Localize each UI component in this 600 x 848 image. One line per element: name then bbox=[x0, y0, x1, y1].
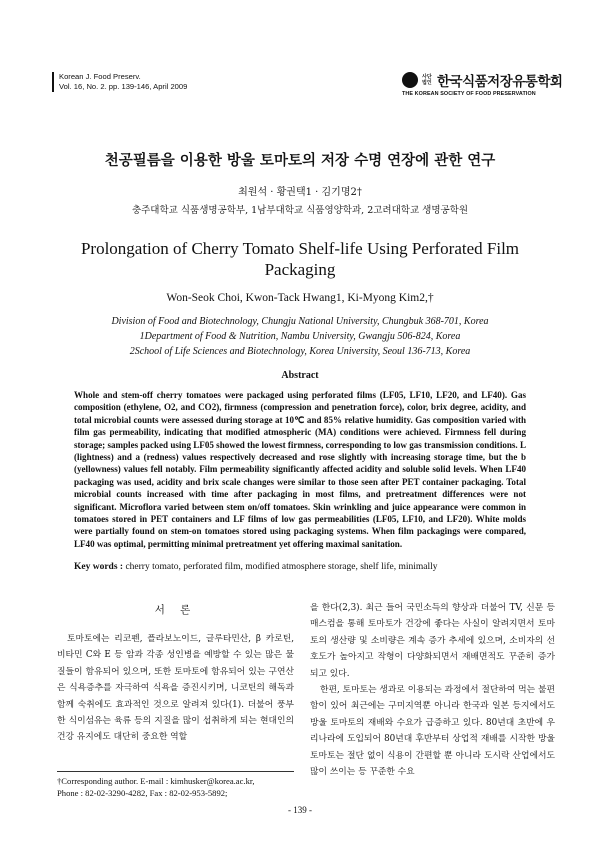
journal-volume: Vol. 16, No. 2. pp. 139-146, April 2009 bbox=[59, 82, 188, 91]
title-english: Prolongation of Cherry Tomato Shelf-life Using Perforated Film Packaging bbox=[80, 239, 520, 279]
affiliation-line: 2School of Life Sciences and Biotechnology, Korea University, Seoul 136-713, Korea bbox=[129, 346, 471, 357]
intro-left-column: 토마토에는 리코펜, 플라보노이드, 글루타민산, β 카로틴, 비타민 C와 E 등 암과 각종 성인병을 예방할 수 있는 많은 물질들이 함유되어 있으며, 또한 토마토에 함유되어 있는 구연산은 식욕증추를 자극하여 식욕을 증진시키며, 니코틴의 해독과 함께 숙취에도 효과적인 것으로 알려져 있다(1). 더불어 풍부한 식이섬유는 육류 등의 지질을 많이 섭취하게 되는 현대인의 건강 유지에도 대단히 중요한 역할 bbox=[57, 634, 294, 743]
keywords bbox=[74, 562, 534, 572]
footnote-email: †Corresponding author. E-mail : kimhusker@korea.ac.kr, bbox=[57, 776, 255, 786]
intro-paragraph: 한편, 토마토는 생과로 이용되는 과정에서 절단하여 먹는 불편함이 있어 최근에는 구미지역뿐 아니라 한국과 일본 등지에서도 방울 토마토의 재배와 수요가 급증하고 있다. 80년대 초반에 우리나라에 도입되어 80년대 후반부터 상업적 재배를 시작한 방울토마토는 절단 없이 식용이 간편할 뿐 아니라 도시락 산업에서도 많이 쓰이는 등 꾸준한 수요 bbox=[310, 685, 555, 778]
footnote-phone: Phone : 82-02-3290-4282, Fax : 82-02-953-5892; bbox=[57, 788, 228, 798]
society-header bbox=[402, 70, 580, 97]
abstract-heading: Abstract bbox=[281, 370, 319, 381]
society-name-korean: 한국식품저장유통학회 bbox=[437, 74, 563, 90]
affiliation-line: 1Department of Food & Nutrition, Nambu University, Gwangju 506-824, Korea bbox=[139, 331, 461, 342]
authors-english: Won-Seok Choi, Kwon-Tack Hwang1, Ki-Myong Kim2,† bbox=[166, 292, 434, 304]
society-logo-icon bbox=[402, 72, 418, 88]
page-number: - 139 - bbox=[288, 805, 312, 815]
keywords-list: cherry tomato, perforated film, modified atmosphere storage, shelf life, minimally bbox=[125, 562, 438, 572]
society-name-english: THE KOREAN SOCIETY OF FOOD PRESERVATION bbox=[402, 91, 536, 97]
intro-right-column bbox=[310, 600, 555, 780]
title-korean: 천공필름을 이용한 방울 토마토의 저장 수명 연장에 관한 연구 bbox=[104, 153, 496, 169]
section-heading-introduction: 서 론 bbox=[154, 604, 197, 616]
corresponding-author-footnote bbox=[57, 771, 294, 799]
affiliations-korean: 충주대학교 식품생명공학부, 1남부대학교 식품영양학과, 2고려대학교 생명공학원 bbox=[131, 205, 469, 216]
affiliations-english bbox=[0, 314, 600, 359]
society-type-label: 사단법인 bbox=[422, 74, 432, 86]
authors-korean: 최원석 · 황권택1 · 김기명2† bbox=[238, 187, 362, 198]
abstract-text: Whole and stem-off cherry tomatoes were packaged using perforated films (LF05, LF10, LF20, and LF40). Gas composition (ethylene, O2, and CO2), firmness (compression and penetration force), color, brix degree, acidity, and total microbial counts were assessed during storage at 10℃ and 85% relative humidity. Gas composition varied with film gas permeability, indicating that modified atmospheric (MA) conditions were achieved. Firmness fell during storage; samples packed using LF05 showed the lowest firmness, corresponding to low gas transmission conditions. L (lightness) and a (redness) values respectively decreased and rose slightly with increasing storage time, but the b (yellowness) values fell notably. Film permeability significantly affected acidity and soluble solid levels. When LF40 packaging was used, acidity and brix scale changes were similar to those seen after PET container packaging. Total microbial counts increased with time after packaging in most films, and pretreatment differences were not significant. Microflora varied between stem on/off tomatoes. Skin wrinkling and juice appearance were common in tomatoes stored in PET containers and LF films of low gas permeabilities (LF05, LF10, and LF20). White molds were partially found on stem-on tomatoes stored using packaging systems. When film packagings were compared, LF40 was optimal, permitting minimal pretreatment yet offering maximal sanitation. bbox=[74, 390, 526, 549]
intro-paragraph: 을 한다(2,3). 최근 들어 국민소득의 향상과 더불어 TV, 신문 등 매스컴을 통해 토마토가 건강에 좋다는 사실이 알려지면서 토마토의 생산량 및 소비량은 계속 증가 추세에 있으며, 소비자의 선호도가 높아지고 작형이 다양화되면서 재배면적도 꾸준히 증가되고 있다. bbox=[310, 603, 555, 679]
journal-name: Korean J. Food Preserv. bbox=[59, 72, 141, 81]
affiliation-line: Division of Food and Biotechnology, Chungju National University, Chungbuk 368-701, Korea bbox=[111, 316, 489, 327]
journal-reference bbox=[52, 72, 187, 92]
keywords-label: Key words : bbox=[74, 562, 124, 572]
